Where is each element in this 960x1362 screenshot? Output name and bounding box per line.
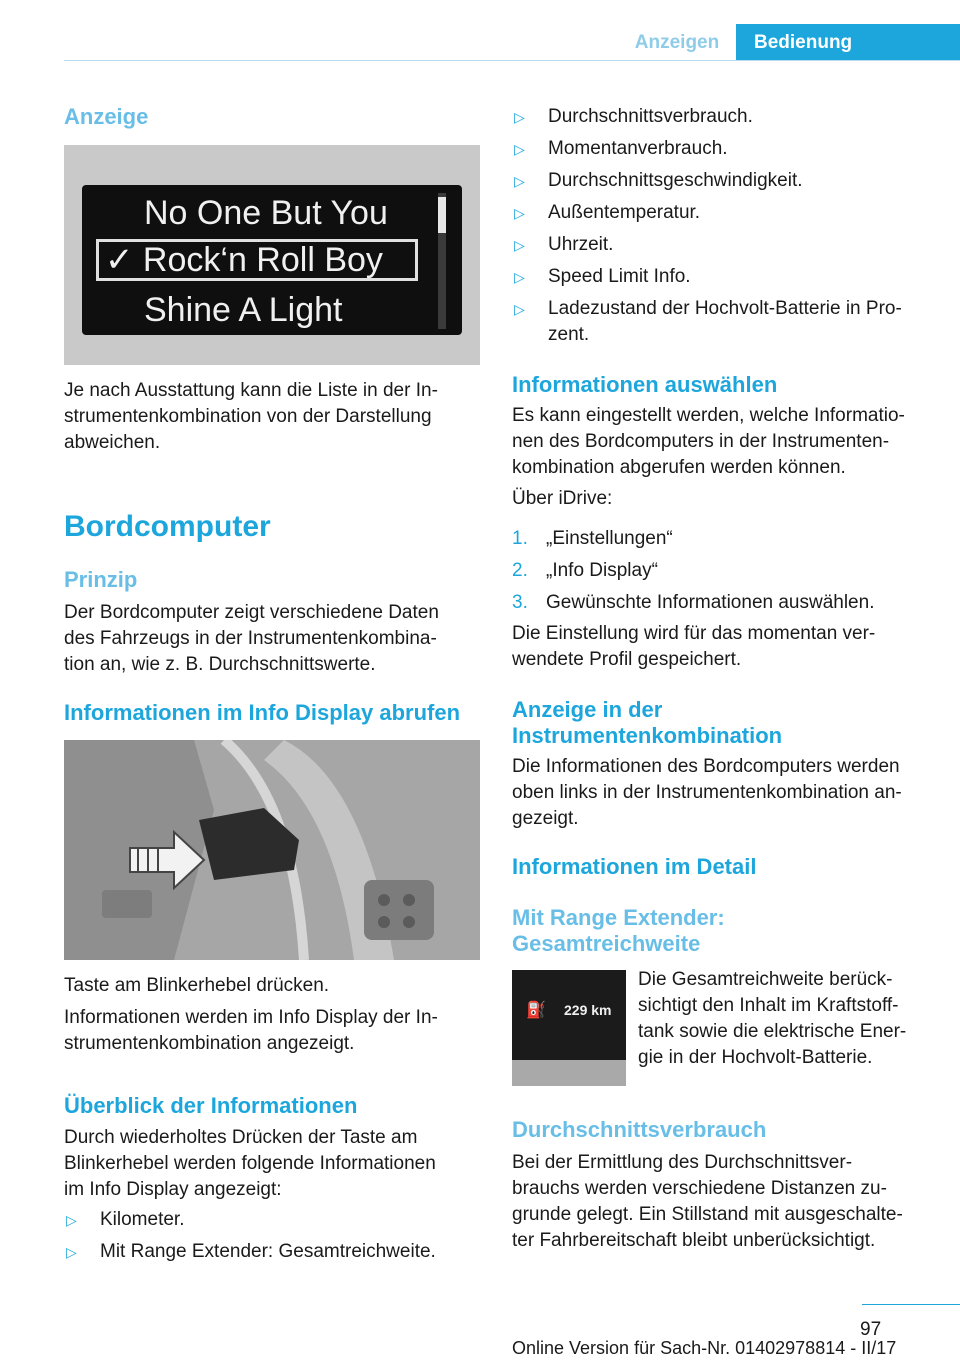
list-item-text: Uhrzeit. xyxy=(548,234,614,255)
header-tab-bedienung[interactable]: Bedienung xyxy=(736,24,960,61)
list-item-text: Mit Range Extender: Gesamtreichweite. xyxy=(100,1241,436,1262)
step-item xyxy=(512,526,932,552)
right-bullet-list xyxy=(512,104,932,348)
heading-anzeige-kombi: Anzeige in der Instrumentenkombination xyxy=(512,697,783,748)
heading-info-display-abrufen: Informationen im Info Display abrufen xyxy=(64,700,461,725)
list-item-text: Momentanverbrauch. xyxy=(548,138,728,159)
bullet-triangle-icon: ▷ xyxy=(514,301,525,317)
paragraph-auswaehlen: Es kann eingestellt werden, welche Informatio- nen des Bordcomputers in der Instrumenten- kombination abgerufen werden können. xyxy=(512,405,905,478)
bullet-triangle-icon: ▷ xyxy=(66,1212,77,1228)
bullet-triangle-icon: ▷ xyxy=(514,237,525,253)
paragraph-range: Die Gesamtreichweite berück- sichtigt den Inhalt im Kraftstoff- tank sowie die elektrische Ener- gie in der Hochvolt-Batterie. xyxy=(638,969,907,1068)
page-number: 97 xyxy=(860,1319,882,1340)
header-rule xyxy=(64,60,960,61)
screen-item-3: Shine A Light xyxy=(144,291,343,329)
bullet-triangle-icon: ▷ xyxy=(514,109,525,125)
heading-durchschnitt: Durchschnittsverbrauch xyxy=(512,1117,767,1142)
heading-anzeige: Anzeige xyxy=(64,104,149,129)
heading-ueberblick: Überblick der Informationen xyxy=(64,1093,358,1118)
list-item xyxy=(512,104,932,130)
fuel-electric-icon: ⛽ xyxy=(526,1002,546,1019)
list-item xyxy=(512,296,932,348)
list-item xyxy=(64,1239,484,1265)
range-value: 229 km xyxy=(564,1002,612,1018)
screen-item-1: No One But You xyxy=(144,194,388,232)
heading-range-extender: Mit Range Extender: Gesamtreichweite xyxy=(512,905,725,956)
range-display-image xyxy=(512,970,626,1086)
screen-item-selected: ✓ Rock‘n Roll Boy xyxy=(96,239,418,281)
heading-auswaehlen: Informationen auswählen xyxy=(512,372,778,397)
list-item-text: Kilometer. xyxy=(100,1209,185,1230)
list-item xyxy=(512,136,932,162)
heading-detail: Informationen im Detail xyxy=(512,854,757,879)
list-item-text: Durchschnittsverbrauch. xyxy=(548,106,753,127)
screen-list-image xyxy=(64,145,480,365)
step-number: 1. xyxy=(512,528,528,549)
steps-list xyxy=(512,526,932,616)
blinker-lever-image xyxy=(64,740,480,960)
paragraph-taste: Taste am Blinkerhebel drücken. xyxy=(64,975,330,996)
paragraph-ausstattung: Je nach Ausstattung kann die Liste in der In- strumentenkombination von der Darstellung abweichen. xyxy=(64,380,438,453)
paragraph-ueberblick: Durch wiederholtes Drücken der Taste am Blinkerhebel werden folgende Informationen im Info Display angezeigt: xyxy=(64,1127,436,1200)
paragraph-anzeige-kombi: Die Informationen des Bordcomputers werden oben links in der Instrumentenkombination an- gezeigt. xyxy=(512,756,902,829)
paragraph-prinzip: Der Bordcomputer zeigt verschiedene Daten des Fahrzeugs in der Instrumentenkombina- tion an, wie z. B. Durchschnittswerte. xyxy=(64,602,439,675)
list-item xyxy=(512,264,932,290)
paragraph-angezeigt: Informationen werden im Info Display der In- strumentenkombination angezeigt. xyxy=(64,1007,438,1054)
list-item xyxy=(512,232,932,258)
step-item xyxy=(512,590,932,616)
list-item-text: Ladezustand der Hochvolt-Batterie in Pro- zent. xyxy=(548,298,902,345)
heading-prinzip: Prinzip xyxy=(64,567,138,592)
left-bullet-list xyxy=(64,1207,484,1265)
list-item-text: Durchschnittsgeschwindigkeit. xyxy=(548,170,803,191)
list-item xyxy=(512,200,932,226)
header-tab-anzeigen[interactable]: Anzeigen xyxy=(634,31,720,53)
screen-scrollbar-thumb xyxy=(438,197,446,233)
screen-scrollbar xyxy=(438,193,446,329)
list-item xyxy=(64,1207,484,1233)
step-text: „Info Display“ xyxy=(546,560,658,581)
step-number: 3. xyxy=(512,592,528,613)
step-number: 2. xyxy=(512,560,528,581)
online-version-note: Online Version für Sach-Nr. 01402978814 - II/17 xyxy=(512,1338,897,1358)
bullet-triangle-icon: ▷ xyxy=(514,141,525,157)
list-item xyxy=(512,168,932,194)
bullet-triangle-icon: ▷ xyxy=(514,269,525,285)
bullet-triangle-icon: ▷ xyxy=(514,173,525,189)
bullet-triangle-icon: ▷ xyxy=(514,205,525,221)
step-item xyxy=(512,558,932,584)
paragraph-durchschnitt: Bei der Ermittlung des Durchschnittsver- brauchs werden verschiedene Distanzen zu- grunde gelegt. Ein Stillstand mit ausgeschalte- ter Fahrbereitschaft bleibt unberücksichtigt. xyxy=(512,1152,903,1251)
paragraph-idrive: Über iDrive: xyxy=(512,488,613,509)
bullet-triangle-icon: ▷ xyxy=(66,1244,77,1260)
list-item-text: Außentemperatur. xyxy=(548,202,701,223)
step-text: „Einstellungen“ xyxy=(546,528,673,549)
paragraph-profil: Die Einstellung wird für das momentan ver- wendete Profil gespeichert. xyxy=(512,623,876,670)
step-text: Gewünschte Informationen auswählen. xyxy=(546,592,875,613)
heading-bordcomputer: Bordcomputer xyxy=(64,510,271,543)
footer-rule xyxy=(862,1304,960,1305)
list-item-text: Speed Limit Info. xyxy=(548,266,691,287)
